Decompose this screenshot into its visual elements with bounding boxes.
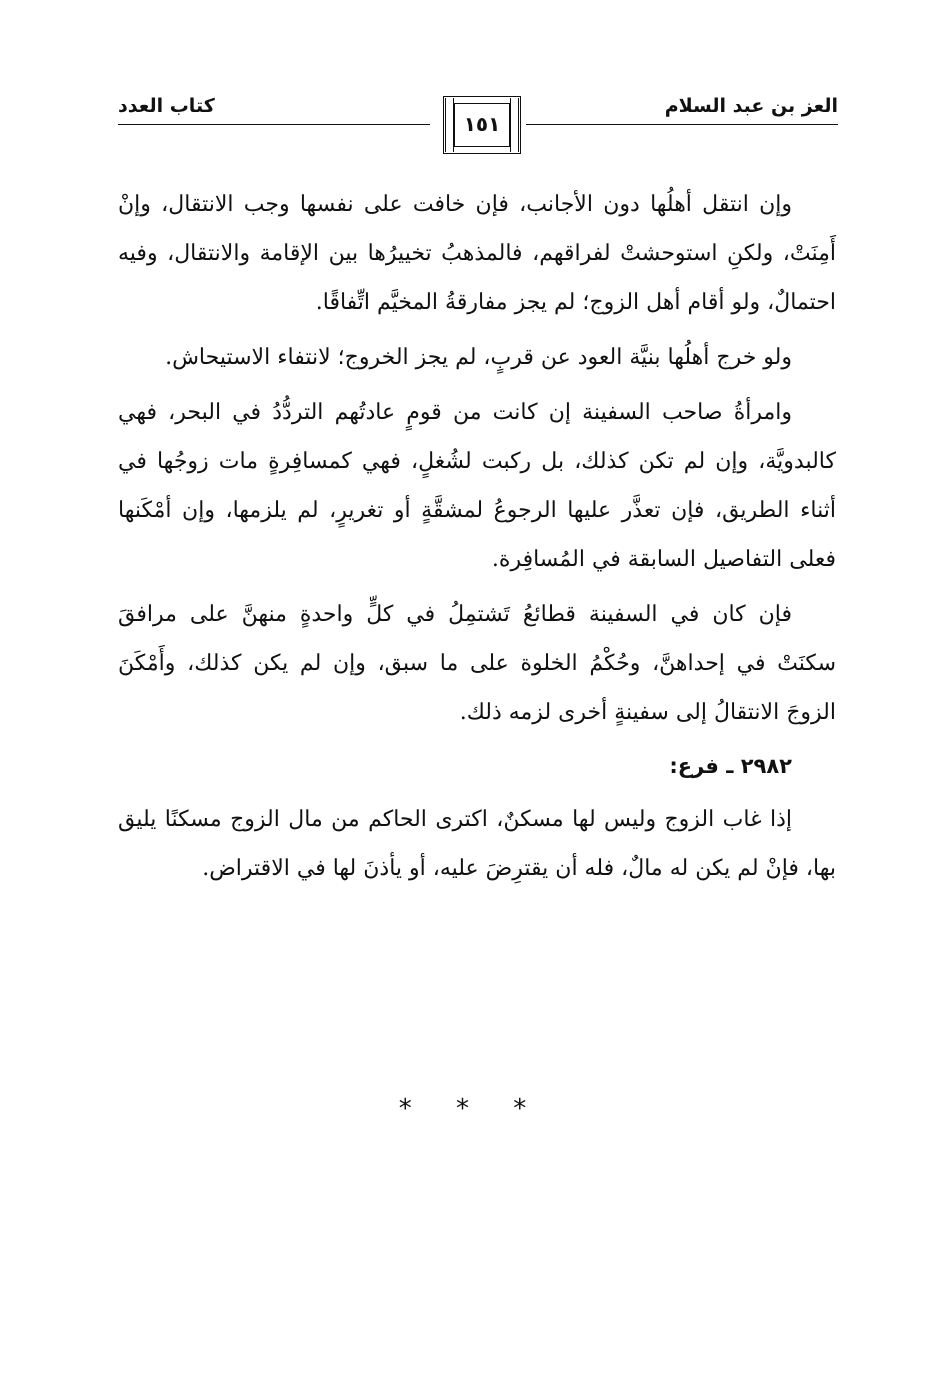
paragraph-2: ولو خرج أهلُها بنيَّة العود عن قربٍ، لم يجز الخروج؛ لانتفاء الاستيحاش.	[165, 345, 792, 370]
page-header	[118, 92, 838, 162]
section-paragraph: إذا غاب الزوج وليس لها مسكنٌ، اكترى الحاكم من مال الزوج مسكنًا يليق بها، فإنْ لم يكن له مالٌ، فله أن يقترِضَ عليه، أو يأذنَ لها في الاقتراض.	[118, 807, 836, 881]
paragraph-3: وامرأةُ صاحب السفينة إن كانت من قومٍ عادتُهم التردُّدُ في البحر، فهي كالبدويَّة، وإن لم تكن كذلك، بل ركبت لشُغلٍ، فهي كمسافِرةٍ مات زوجُها في أثناء الطريق، فإن تعذَّر عليها الرجوعُ لمشقَّةٍ أو تغريرٍ، لم يلزمها، وإن أمْكَنها فعلى التفاصيل السابقة في المُسافِرة.	[118, 400, 836, 572]
paragraph-1: وإن انتقل أهلُها دون الأجانب، فإن خافت على نفسها وجب الانتقال، وإنْ أَمِنَتْ، ولكنِ استوحشتْ لفراقهم، فالمذهبُ تخييرُها بين الإقامة والانتقال، وفيه احتمالٌ، ولو أقام أهل الزوج؛ لم يجز مفارقةُ المخيَّم اتِّفاقًا.	[118, 192, 836, 315]
end-ornament: * * *	[398, 1094, 545, 1124]
page-number-frame	[443, 96, 521, 154]
running-head-section: كتاب العدد	[118, 95, 215, 117]
header-rule-right	[526, 124, 838, 125]
running-head-author: العز بن عبد السلام	[664, 95, 838, 117]
paragraph-4: فإن كان في السفينة قطائعُ تَشتمِلُ في كلٍّ واحدةٍ منهنَّ على مرافقَ سكنَتْ في إحداهنَّ، وحُكْمُ الخلوة على ما سبق، وإن لم يكن كذلك، وأَمْكَنَ الزوجَ الانتقالُ إلى سفينةٍ أخرى لزمه ذلك.	[118, 602, 836, 725]
page-body	[118, 180, 836, 897]
page-number: ١٥١	[463, 112, 501, 136]
section-heading: ٢٩٨٢ ـ فرع:	[669, 754, 792, 778]
header-rule-left	[118, 124, 430, 125]
